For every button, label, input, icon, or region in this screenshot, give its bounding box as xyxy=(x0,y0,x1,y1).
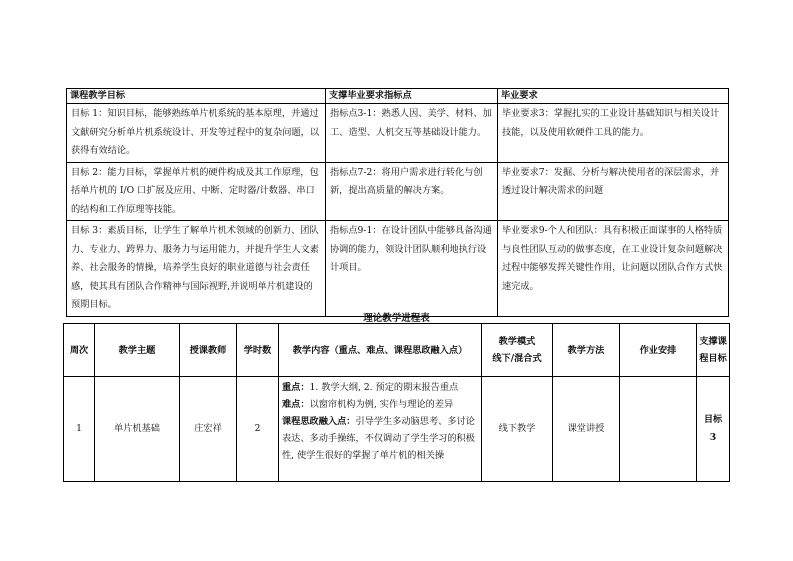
header-homework: 作业安排 xyxy=(620,324,697,377)
requirement-cell: 毕业要求7：发掘、分析与解决使用者的深层需求，并透过设计解决需求的问题 xyxy=(498,162,729,221)
method-cell: 课堂讲授 xyxy=(553,377,620,482)
header-week: 周次 xyxy=(64,324,95,377)
schedule-header-row xyxy=(64,324,730,377)
objective-cell: 目标 3：素质目标，让学生了解单片机术领域的创新力、团队力、专业力、跨界力、服务力与运用能力，并提升学生人文素养、社会服务的情操，培养学生良好的职业道德与社会责任感，使其具有团队合作精神与国际视野,并说明单片机建设的预期目标。 xyxy=(67,221,326,317)
support-cell: 目标 3 xyxy=(697,377,730,482)
schedule-title: 理论教学进程表 xyxy=(363,313,430,324)
schedule-table xyxy=(63,323,730,482)
header-objective: 课程教学目标 xyxy=(67,89,326,104)
requirement-cell: 毕业要求9-个人和团队：具有积极正面谋事的人格特质与良性团队互动的做事态度，在工业设计复杂问题解决过程中能够发挥关键性作用，让问题以团队合作方式快速完成。 xyxy=(498,221,729,317)
header-mode-line2: 线下/混合式 xyxy=(492,353,542,364)
key-label: 重点： xyxy=(282,382,310,393)
indicator-cell: 指标点3-1：熟悉人因、美学、材料、加工、造型、人机交互等基础设计能力。 xyxy=(326,104,498,163)
homework-cell xyxy=(620,377,697,482)
content-cell xyxy=(279,377,482,482)
header-hours: 学时数 xyxy=(237,324,279,377)
ideology-label: 课程思政融入点： xyxy=(282,416,356,427)
indicator-cell: 指标点7-2：将用户需求进行转化与创新，提出高质量的解决方案。 xyxy=(326,162,498,221)
header-mode-line1: 教学模式 xyxy=(498,336,536,347)
mode-cell: 线下教学 xyxy=(482,377,553,482)
objectives-header-row xyxy=(67,89,729,104)
header-method: 教学方法 xyxy=(553,324,620,377)
indicator-cell: 指标点9-1：在设计团队中能够具备沟通协调的能力，领设计团队顺利地执行设计项目。 xyxy=(326,221,498,317)
ideology-text: 引导学生多动脑思考、多讨论表达、多动手操练，不仅调动了学生学习的积极性, 使学生很好的掌握了单片机的相关操 xyxy=(282,416,475,461)
topic-cell: 单片机基础 xyxy=(95,377,180,482)
header-topic: 教学主题 xyxy=(95,324,180,377)
header-indicator: 支撑毕业要求指标点 xyxy=(326,89,498,104)
week-cell: 1 xyxy=(64,377,95,482)
key-text: 1. 教学大纲, 2. 预定的期末报告重点 xyxy=(309,382,459,393)
header-mode xyxy=(482,324,553,377)
header-content: 教学内容（重点、难点、课程思政融入点） xyxy=(279,324,482,377)
requirement-cell: 毕业要求3：掌握扎实的工业设计基础知识与相关设计技能，以及使用软硬件工具的能力。 xyxy=(498,104,729,163)
hours-cell: 2 xyxy=(237,377,279,482)
objective-cell: 目标 1：知识目标，能够熟练单片机系统的基本原理，并通过文献研究分析单片机系统设计、开发等过程中的复杂问题，以获得有效结论。 xyxy=(67,104,326,163)
table-row xyxy=(64,377,730,482)
header-requirement: 毕业要求 xyxy=(498,89,729,104)
objective-cell: 目标 2：能力目标，掌握单片机的硬件构成及其工作原理，包括单片机的 I/O 口扩展及应用、中断、定时器/计数器、串口的结构和工作原理等技能。 xyxy=(67,162,326,221)
header-support: 支撑课程目标 xyxy=(697,324,730,377)
header-teacher: 授课教师 xyxy=(180,324,237,377)
objectives-table xyxy=(66,88,729,317)
difficulty-text: 以窗帘机构为例, 实作与理论的差异 xyxy=(309,399,454,410)
table-row xyxy=(67,162,729,221)
teacher-cell: 庄宏祥 xyxy=(180,377,237,482)
table-row xyxy=(67,221,729,317)
difficulty-label: 难点： xyxy=(282,399,310,410)
table-row xyxy=(67,104,729,163)
